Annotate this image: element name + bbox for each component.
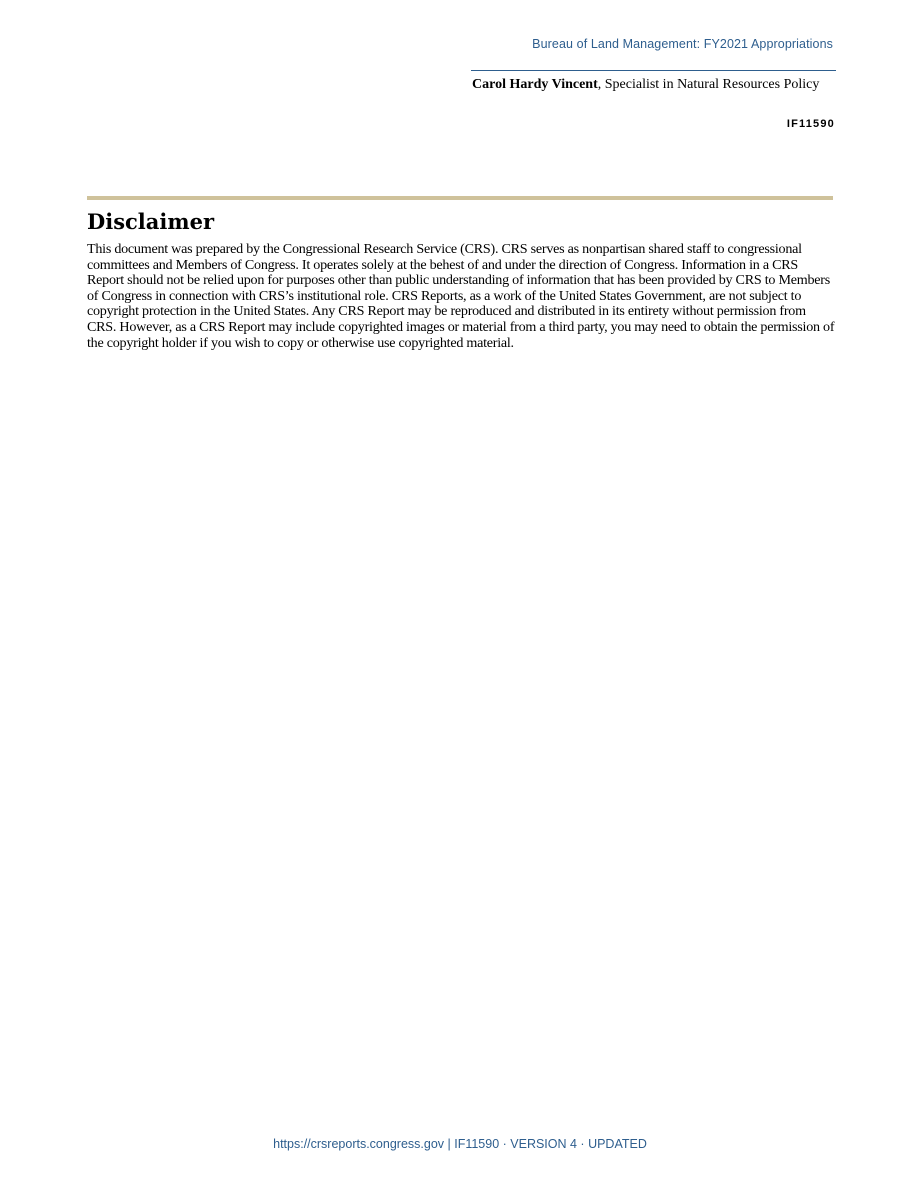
report-id: IF11590: [786, 118, 835, 130]
disclaimer-body: This document was prepared by the Congressional Research Service (CRS). CRS serves as nonpartisan shared staff to congressional committees and Members of Congress. It operates solely at the behest of and under the direction of Congress. Information in a CRS Report should not be relied upon for purposes other than public understanding of information that has been provided by CRS to Members of Congress in connection with CRS’s institutional role. CRS Reports, as a work of the United States Government, are not subject to copyright protection in the United States. Any CRS Report may be reproduced and distributed in its entirety without permission from CRS. However, as a CRS Report may include copyrighted images or material from a third party, you may need to obtain the permission of the copyright holder if you wish to copy or otherwise use copyrighted material.: [87, 241, 835, 351]
author-title: , Specialist in Natural Resources Policy: [597, 77, 820, 92]
author-block: [472, 76, 822, 94]
disclaimer-heading: Disclaimer: [87, 209, 215, 234]
author-name: Carol Hardy Vincent: [472, 77, 598, 92]
section-divider: [87, 196, 833, 200]
author-divider: [471, 70, 836, 71]
running-header-title: Bureau of Land Management: FY2021 Appropriations: [532, 37, 833, 51]
footer-url: https://crsreports.congress.gov | IF11590 · VERSION 4 · UPDATED: [273, 1137, 647, 1151]
